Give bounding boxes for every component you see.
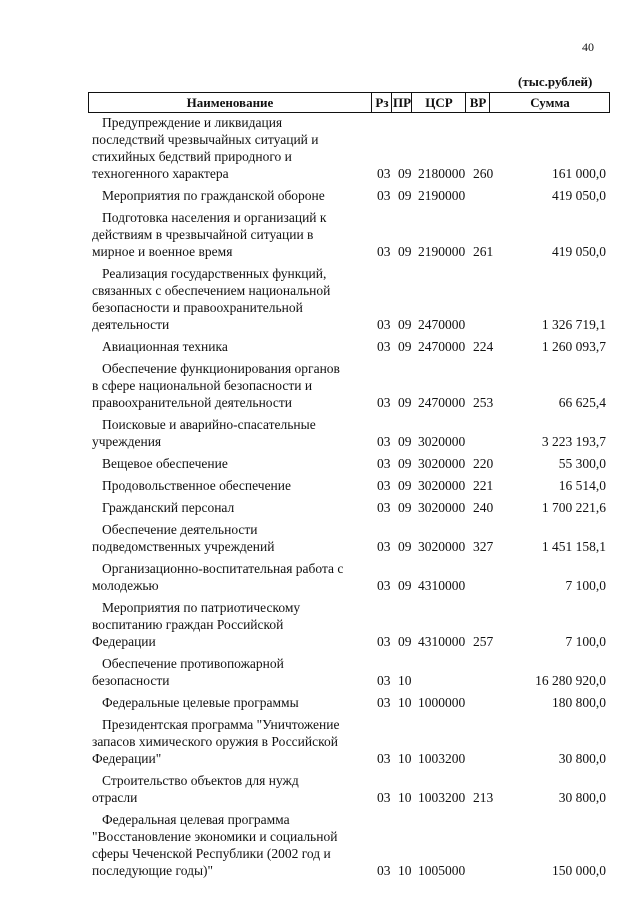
row-csr: 3020000 — [418, 478, 466, 493]
row-csr: 3020000 — [418, 434, 466, 449]
row-pr: 09 — [398, 244, 412, 259]
table-row — [0, 655, 640, 689]
table-row — [0, 772, 640, 806]
row-pr: 10 — [398, 863, 412, 878]
row-vr: 261 — [473, 244, 494, 259]
row-pr: 09 — [398, 434, 412, 449]
header-pr: ПР — [392, 95, 412, 110]
row-vr: 224 — [473, 339, 494, 354]
row-name — [92, 187, 370, 204]
row-sum: 161 000,0 — [552, 166, 606, 181]
row-name — [92, 499, 370, 516]
row-name — [92, 477, 370, 494]
row-csr: 4310000 — [418, 578, 466, 593]
row-name-line: последующие годы)" — [92, 863, 214, 878]
row-name-line: учреждения — [92, 434, 162, 449]
header-rz: Рз — [371, 93, 392, 112]
row-sum: 30 800,0 — [558, 790, 606, 805]
row-rz: 03 — [377, 317, 391, 332]
header-name: Наименование — [186, 95, 274, 110]
row-name-line: правоохранительной деятельности — [92, 395, 292, 410]
row-pr: 09 — [398, 188, 412, 203]
row-name-line: подведомственных учреждений — [92, 539, 275, 554]
table-row — [0, 209, 640, 260]
row-sum: 16 514,0 — [558, 478, 606, 493]
row-name-line: Реализация государственных функций, — [102, 266, 327, 281]
row-rz: 03 — [377, 339, 391, 354]
row-csr: 2470000 — [418, 339, 466, 354]
row-name — [92, 772, 370, 806]
row-name — [92, 209, 370, 260]
page-number: 40 — [582, 40, 594, 54]
row-csr: 2470000 — [418, 395, 466, 410]
table-row — [0, 811, 640, 879]
row-pr: 09 — [398, 456, 412, 471]
row-name-line: Обеспечение деятельности — [102, 522, 258, 537]
row-name — [92, 338, 370, 355]
row-name-line: Федеральные целевые программы — [102, 695, 299, 710]
row-name-line: "Восстановление экономики и социальной — [92, 829, 338, 844]
table-row — [0, 338, 640, 355]
row-csr: 2470000 — [418, 317, 466, 332]
row-name — [92, 114, 370, 182]
row-sum: 16 280 920,0 — [535, 673, 606, 688]
row-name-line: Президентская программа "Уничтожение — [102, 717, 340, 732]
table-row — [0, 716, 640, 767]
row-rz: 03 — [377, 456, 391, 471]
row-name-line: Авиационная техника — [102, 339, 228, 354]
row-rz: 03 — [377, 395, 391, 410]
row-rz: 03 — [377, 790, 391, 805]
row-csr: 1003200 — [418, 751, 466, 766]
row-name-line: воспитанию граждан Российской — [92, 617, 284, 632]
row-csr: 3020000 — [418, 539, 466, 554]
row-pr: 09 — [398, 339, 412, 354]
table-body — [0, 114, 640, 884]
row-name-line: техногенного характера — [92, 166, 229, 181]
row-name — [92, 694, 370, 711]
row-pr: 09 — [398, 634, 412, 649]
row-pr: 09 — [398, 500, 412, 515]
row-rz: 03 — [377, 500, 391, 515]
row-sum: 1 700 221,6 — [541, 500, 606, 515]
row-csr: 1000000 — [418, 695, 466, 710]
table-row — [0, 360, 640, 411]
row-csr: 4310000 — [418, 634, 466, 649]
row-name-line: Обеспечение противопожарной — [102, 656, 284, 671]
row-sum: 419 050,0 — [552, 188, 606, 203]
row-csr: 2190000 — [418, 244, 466, 259]
row-name-line: Вещевое обеспечение — [102, 456, 228, 471]
row-name-line: мирное и военное время — [92, 244, 233, 259]
row-name-line: последствий чрезвычайных ситуаций и — [92, 132, 319, 147]
table-row — [0, 416, 640, 450]
row-name-line: Подготовка населения и организаций к — [102, 210, 327, 225]
row-vr: 221 — [473, 478, 494, 493]
row-name — [92, 455, 370, 472]
row-sum: 7 100,0 — [565, 634, 606, 649]
row-pr: 09 — [398, 395, 412, 410]
row-name-line: Предупреждение и ликвидация — [102, 115, 283, 130]
row-pr: 09 — [398, 166, 412, 181]
row-name — [92, 265, 370, 333]
row-name — [92, 811, 370, 879]
row-csr: 2190000 — [418, 188, 466, 203]
row-csr: 3020000 — [418, 500, 466, 515]
row-name-line: стихийных бедствий природного и — [92, 149, 292, 164]
row-pr: 10 — [398, 790, 412, 805]
row-name — [92, 416, 370, 450]
row-vr: 240 — [473, 500, 494, 515]
row-name — [92, 560, 370, 594]
row-vr: 253 — [473, 395, 494, 410]
row-vr: 327 — [473, 539, 494, 554]
row-pr: 09 — [398, 539, 412, 554]
row-name-line: безопасности — [92, 673, 170, 688]
row-vr: 220 — [473, 456, 494, 471]
row-csr: 1003200 — [418, 790, 466, 805]
row-rz: 03 — [377, 434, 391, 449]
row-sum: 7 100,0 — [565, 578, 606, 593]
row-rz: 03 — [377, 695, 391, 710]
row-name-line: безопасности и правоохранительной — [92, 300, 303, 315]
table-row — [0, 114, 640, 182]
row-sum: 55 300,0 — [558, 456, 606, 471]
row-name-line: запасов химического оружия в Российской — [92, 734, 338, 749]
row-pr: 09 — [398, 317, 412, 332]
row-rz: 03 — [377, 863, 391, 878]
table-row — [0, 560, 640, 594]
row-pr: 09 — [398, 478, 412, 493]
table-row — [0, 521, 640, 555]
row-name-line: сферы Чеченской Республики (2002 год и — [92, 846, 331, 861]
row-name-line: молодежью — [92, 578, 159, 593]
row-vr: 257 — [473, 634, 494, 649]
table-header — [88, 92, 610, 113]
row-name-line: Обеспечение функционирования органов — [102, 361, 340, 376]
row-name — [92, 521, 370, 555]
row-name — [92, 716, 370, 767]
row-name-line: деятельности — [92, 317, 170, 332]
row-sum: 1 326 719,1 — [541, 317, 606, 332]
row-rz: 03 — [377, 244, 391, 259]
row-pr: 10 — [398, 751, 412, 766]
row-name-line: Строительство объектов для нужд — [102, 773, 299, 788]
row-name-line: Поисковые и аварийно-спасательные — [102, 417, 316, 432]
header-sum: Сумма — [489, 93, 610, 112]
row-vr: 260 — [473, 166, 494, 181]
row-sum: 3 223 193,7 — [541, 434, 606, 449]
row-sum: 419 050,0 — [552, 244, 606, 259]
row-pr: 09 — [398, 578, 412, 593]
row-name-line: Федерации" — [92, 751, 162, 766]
row-rz: 03 — [377, 673, 391, 688]
row-csr: 1005000 — [418, 863, 466, 878]
row-pr: 10 — [398, 673, 412, 688]
row-name-line: в сфере национальной безопасности и — [92, 378, 313, 393]
row-rz: 03 — [377, 188, 391, 203]
table-row — [0, 599, 640, 650]
row-rz: 03 — [377, 539, 391, 554]
row-name-line: Федерации — [92, 634, 156, 649]
table-row — [0, 455, 640, 472]
row-rz: 03 — [377, 578, 391, 593]
row-name — [92, 599, 370, 650]
row-sum: 1 451 158,1 — [541, 539, 606, 554]
row-rz: 03 — [377, 166, 391, 181]
table-row — [0, 477, 640, 494]
row-sum: 30 800,0 — [558, 751, 606, 766]
table-row — [0, 499, 640, 516]
units-label: (тыс.рублей) — [518, 74, 593, 89]
row-name-line: действиям в чрезвычайной ситуации в — [92, 227, 314, 242]
row-sum: 150 000,0 — [552, 863, 606, 878]
row-sum: 180 800,0 — [552, 695, 606, 710]
row-name — [92, 360, 370, 411]
row-rz: 03 — [377, 634, 391, 649]
row-name-line: Организационно-воспитательная работа с — [102, 561, 344, 576]
row-rz: 03 — [377, 751, 391, 766]
row-vr: 213 — [473, 790, 494, 805]
row-name-line: Мероприятия по патриотическому — [102, 600, 301, 615]
row-sum: 66 625,4 — [558, 395, 606, 410]
row-name-line: Гражданский персонал — [102, 500, 235, 515]
row-rz: 03 — [377, 478, 391, 493]
row-name-line: Мероприятия по гражданской обороне — [102, 188, 325, 203]
table-row — [0, 265, 640, 333]
row-name-line: Продовольственное обеспечение — [102, 478, 291, 493]
row-sum: 1 260 093,7 — [541, 339, 606, 354]
header-vr: ВР — [465, 93, 490, 112]
row-pr: 10 — [398, 695, 412, 710]
row-csr: 2180000 — [418, 166, 466, 181]
row-name — [92, 655, 370, 689]
row-csr: 3020000 — [418, 456, 466, 471]
row-name-line: отрасли — [92, 790, 138, 805]
header-csr: ЦСР — [411, 93, 466, 112]
table-row — [0, 187, 640, 204]
table-row — [0, 694, 640, 711]
row-name-line: Федеральная целевая программа — [102, 812, 290, 827]
row-name-line: связанных с обеспечением национальной — [92, 283, 331, 298]
